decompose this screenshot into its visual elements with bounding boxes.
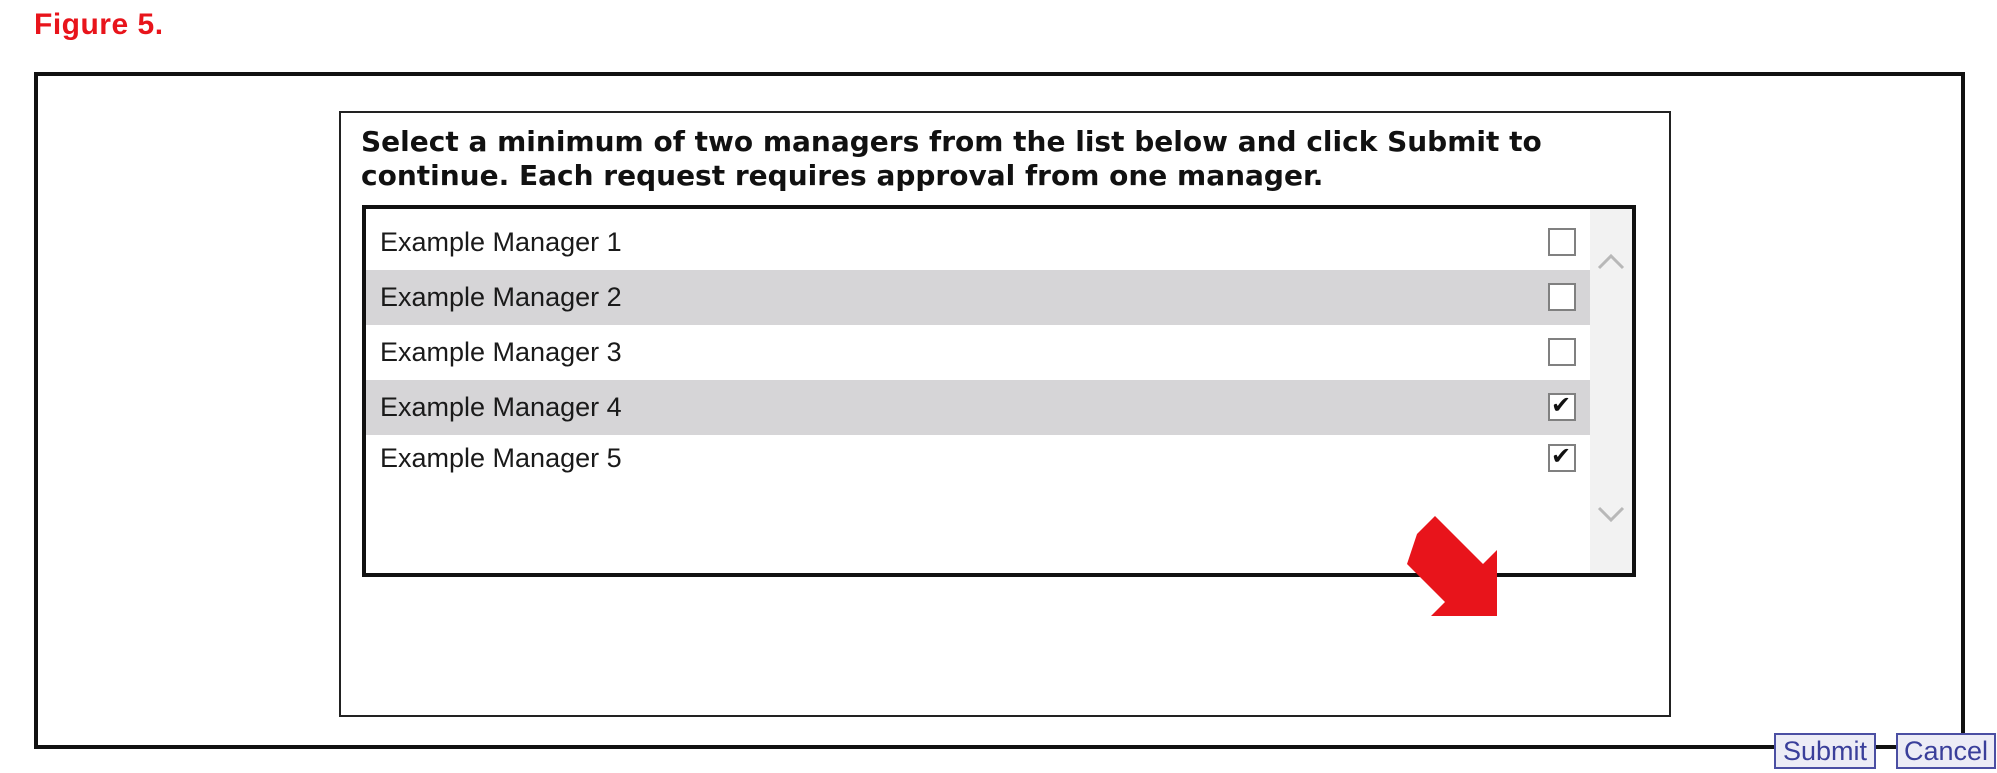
list-item[interactable] [366, 325, 1590, 380]
manager-checkbox[interactable] [1548, 393, 1576, 421]
red-arrow-icon [1405, 510, 1515, 620]
list-item[interactable] [366, 431, 1590, 486]
manager-checkbox[interactable] [1548, 338, 1576, 366]
list-scrollbar[interactable] [1590, 209, 1632, 573]
manager-checkbox[interactable] [1548, 283, 1576, 311]
figure-label: Figure 5. [34, 8, 164, 41]
manager-name: Example Manager 3 [380, 337, 622, 367]
manager-name: Example Manager 5 [380, 443, 622, 473]
manager-checkbox[interactable] [1548, 228, 1576, 256]
cancel-button[interactable]: Cancel [1896, 733, 1996, 769]
manager-name: Example Manager 2 [380, 282, 622, 312]
checkmark-icon: ✔ [1551, 442, 1572, 470]
manager-selection-dialog [339, 111, 1989, 766]
list-item[interactable] [366, 215, 1590, 270]
checkmark-icon: ✔ [1551, 391, 1572, 419]
submit-button[interactable]: Submit [1774, 733, 1876, 769]
manager-name: Example Manager 4 [380, 392, 622, 422]
manager-name: Example Manager 1 [380, 227, 622, 257]
instructions-text: Select a minimum of two managers from the list below and click Submit to continue. Each request requires approval from one manager. [361, 125, 1542, 192]
chevron-down-icon[interactable] [1596, 499, 1626, 529]
chevron-up-icon[interactable] [1596, 247, 1626, 277]
list-item[interactable] [366, 380, 1590, 435]
list-item[interactable] [366, 270, 1590, 325]
manager-checkbox[interactable] [1548, 444, 1576, 472]
